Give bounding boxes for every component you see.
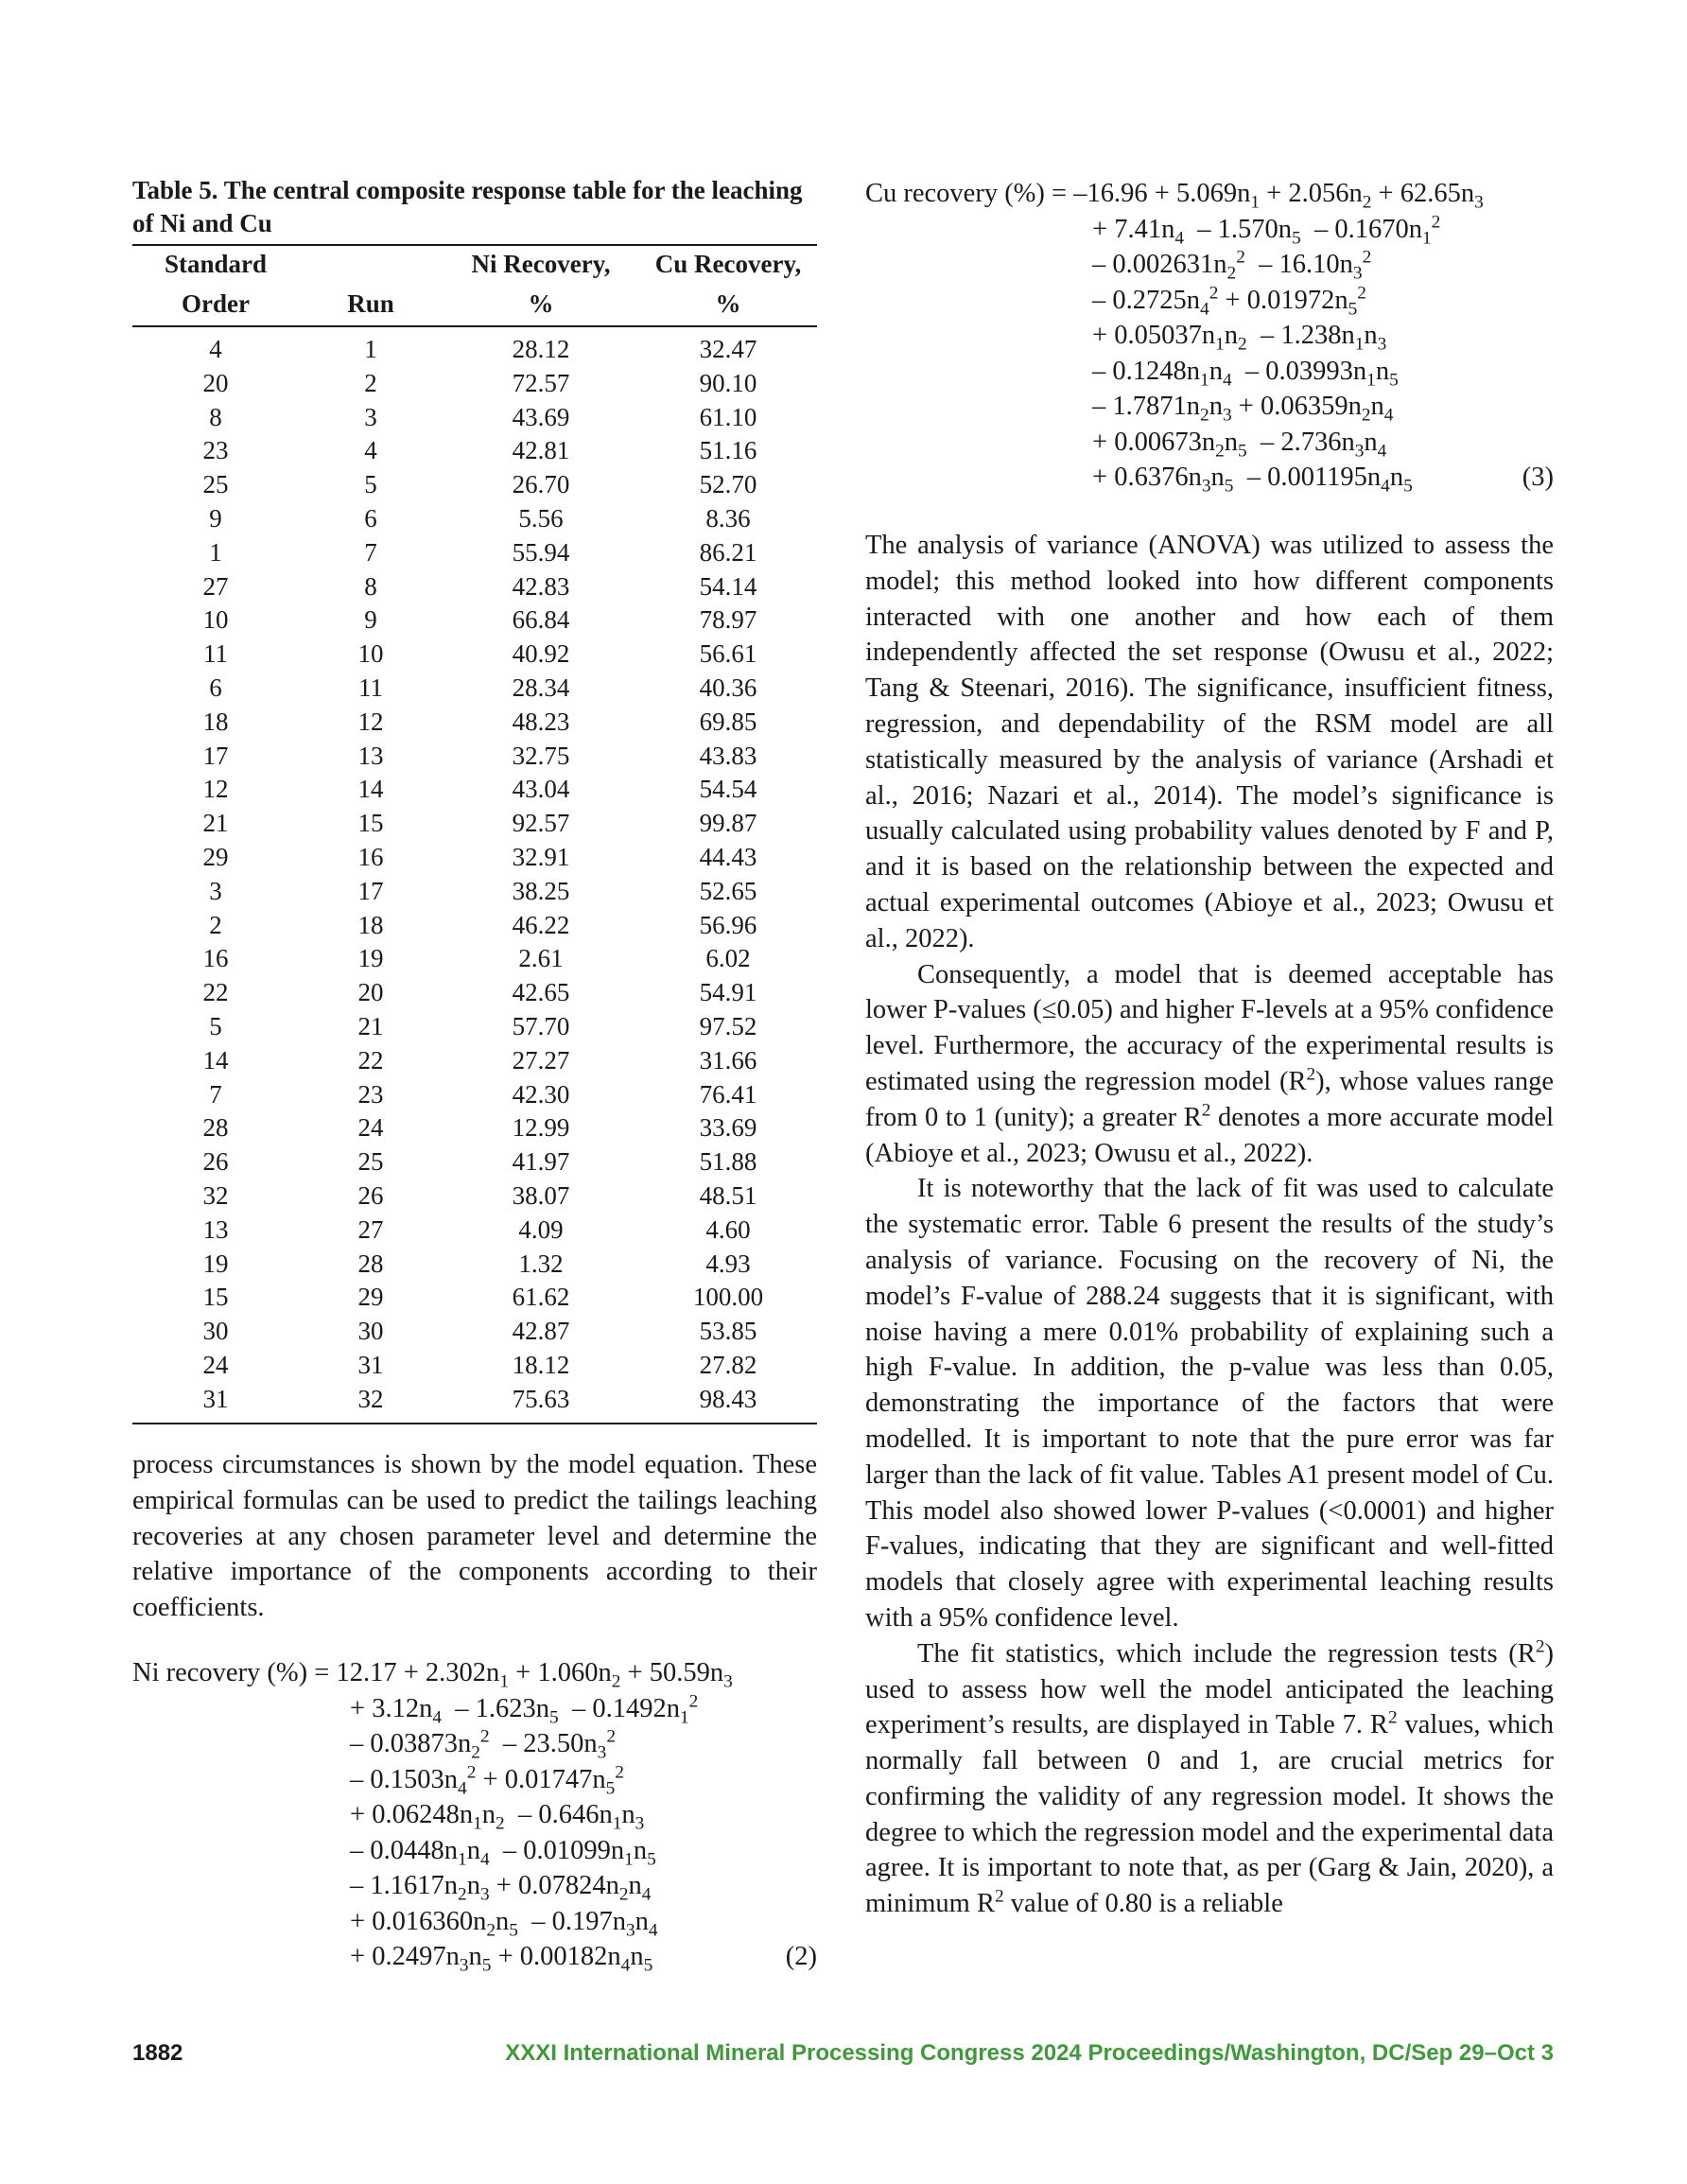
cell-cu-recovery: 78.97 <box>699 605 757 635</box>
cell-ni-recovery: 42.30 <box>512 1079 570 1109</box>
cell-ni-recovery: 66.84 <box>512 605 570 635</box>
cell-standard-order: 13 <box>202 1214 229 1244</box>
cell-standard-order: 28 <box>202 1113 229 1143</box>
cell-standard-order: 14 <box>202 1045 229 1075</box>
cell-cu-recovery: 52.70 <box>699 470 757 499</box>
cell-standard-order: 27 <box>202 571 229 601</box>
cell-run: 16 <box>357 842 384 871</box>
equation-line: + $0.6376n_3n_5 - 0.001195n_4n_5$ (3) <box>865 460 1554 496</box>
table-row <box>132 976 817 1010</box>
table-row <box>132 1281 817 1315</box>
cell-ni-recovery: 75.63 <box>443 1383 639 1424</box>
cell-run: 10 <box>357 639 384 669</box>
equation-line: Cu recovery (%) = $-16.96 + 5.069n_1 + 2.056n_2 + 62.65n_3$ <box>865 179 1484 213</box>
table-row <box>132 1145 817 1179</box>
cell-cu-recovery: 98.43 <box>639 1383 817 1424</box>
cell-ni-recovery: 72.57 <box>512 368 570 397</box>
cell-run: 22 <box>357 1045 384 1075</box>
equation-line: + $7.41n_4 - 1.570n_5 - 0.1670n_1^2$ <box>1092 212 1441 249</box>
cell-standard-order: 8 <box>209 402 222 431</box>
cell-standard-order: 17 <box>202 741 229 770</box>
cell-run: 11 <box>358 673 383 702</box>
cell-ni-recovery: 43.69 <box>512 402 570 431</box>
body-paragraph: It is noteworthy that the lack of fit was used to calculate the systematic error. Table 6 present the results of the study’s analysis of variance. Focusing on the recovery of Ni, the model’s F-value of 288.24 suggests that it is significant, with noise having a mere 0.01% probability of explaining such a high F-value. In addition, the p-value was less than 0.05, demonstrating the importance of the factors that were modelled. It is important to note that the pure error was far larger than the lack of fit value. Tables A1 present model of Cu. This model also showed lower P-values (<0.0001) and higher F-values, indicating that they are significant and well-fitted models that closely agree with experimental leaching results with a 95% confidence level. <box>865 1174 1554 1633</box>
cell-cu-recovery: 100.00 <box>692 1283 764 1312</box>
cell-ni-recovery: 28.12 <box>512 335 570 363</box>
cell-run: 24 <box>357 1113 384 1143</box>
cell-cu-recovery: 76.41 <box>699 1079 757 1109</box>
cell-standard-order: 16 <box>202 944 229 973</box>
table-row <box>132 570 817 604</box>
cell-ni-recovery: 43.04 <box>512 775 570 804</box>
table-row <box>132 638 817 672</box>
equation-label: Cu recovery (%) = <box>865 179 1074 208</box>
cell-standard-order: 26 <box>202 1147 229 1177</box>
body-paragraph: The analysis of variance (ANOVA) was utilized to assess the model; this method looked into how different components interacted with one another and how each of them independently affected the set response (Owusu et al., 2022; Tang & Steenari, 2016). The significance, insufficient fitness, regression, and dependability of the RSM model are all statistically measured by the analysis of variance (Arshadi et al., 2016; Nazari et al., 2014). The model’s significance is usually calculated using probability values denoted by F and P, and it is based on the relationship between the expected and actual experimental outcomes (Abioye et al., 2023; Owusu et al., 2022). <box>865 531 1554 953</box>
cell-run: 4 <box>364 436 377 465</box>
body-paragraph: The fit statistics, which include the regression tests $(R^2)$ used to assess how well the model anticipated the leaching experiment’s results, are displayed in Table 7. $R^2$ values, which normally fall between 0 and 1, are crucial metrics for confirming the validity of any regression model. It shows the degree to which the regression model and the experimental data agree. It is important to note that, as per (Garg & Jain, 2020), a minimum $R^2$ value of 0.80 is a reliable <box>865 1636 1554 1919</box>
cell-cu-recovery: 56.96 <box>699 910 757 939</box>
footer-running-title: XXXI International Mineral Processing Congress 2024 Proceedings/Washington, DC/Sep 29–Oct 3 <box>505 2040 1554 2066</box>
cell-ni-recovery: 32.75 <box>512 741 570 770</box>
cell-standard-order: 22 <box>202 978 229 1007</box>
cell-run: 29 <box>357 1283 384 1312</box>
cell-cu-recovery: 86.21 <box>699 537 757 567</box>
equation-line: – $0.03873n_2^2 - 23.50n_3^2$ <box>350 1726 616 1763</box>
table-row <box>132 1349 817 1383</box>
cell-cu-recovery: 8.36 <box>705 503 751 533</box>
header-standard: Standard <box>132 245 299 286</box>
cell-run: 7 <box>364 537 377 567</box>
table-row <box>132 773 817 807</box>
cell-standard-order: 20 <box>202 368 229 397</box>
cell-run: 9 <box>364 605 377 635</box>
cell-run: 6 <box>364 503 377 533</box>
cell-ni-recovery: 40.92 <box>512 639 570 669</box>
cell-run: 8 <box>364 571 377 601</box>
page-number: 1882 <box>132 2040 183 2066</box>
cell-ni-recovery: 5.56 <box>518 503 564 533</box>
cell-run: 25 <box>357 1147 384 1177</box>
table-row <box>132 875 817 909</box>
cell-cu-recovery: 61.10 <box>699 402 757 431</box>
table-body <box>132 326 817 1424</box>
table-row <box>132 367 817 401</box>
table-row <box>132 1044 817 1078</box>
cell-standard-order: 23 <box>202 436 229 465</box>
table-row <box>132 1179 817 1214</box>
equation-number: (3) <box>1522 463 1554 492</box>
cell-cu-recovery: 54.14 <box>699 571 757 601</box>
table-row <box>132 1214 817 1248</box>
equation-line: – $0.1503n_4^2 + 0.01747n_5^2$ <box>350 1762 624 1799</box>
cell-run: 30 <box>357 1317 384 1346</box>
table-row <box>132 740 817 774</box>
cell-cu-recovery: 53.85 <box>699 1317 757 1346</box>
table-row <box>132 603 817 638</box>
cell-run: 21 <box>357 1011 384 1040</box>
equation-line: – $1.1617n_2n_3 + 0.07824n_2n_4$ <box>350 1871 652 1905</box>
cell-ni-recovery: 26.70 <box>512 470 570 499</box>
cell-cu-recovery: 48.51 <box>699 1180 757 1210</box>
header-run: Run <box>299 286 443 326</box>
cell-ni-recovery: 41.97 <box>512 1147 570 1177</box>
cell-standard-order: 7 <box>209 1079 222 1109</box>
cell-cu-recovery: 32.47 <box>699 335 757 363</box>
cell-run: 18 <box>357 910 384 939</box>
equation-line: – $0.1248n_1n_4 - 0.03993n_1n_5$ <box>1092 356 1399 391</box>
equation-line: – $0.2725n_4^2 + 0.01972n_5^2$ <box>1092 283 1366 320</box>
cell-cu-recovery: 51.16 <box>699 436 757 465</box>
table-row <box>132 401 817 435</box>
cell-standard-order: 15 <box>202 1283 229 1312</box>
cell-standard-order: 2 <box>209 910 222 939</box>
table-row <box>132 942 817 976</box>
cell-run: 19 <box>357 944 384 973</box>
header-cu-unit: % <box>639 286 817 326</box>
cell-cu-recovery: 54.54 <box>699 775 757 804</box>
cell-run: 1 <box>364 335 377 363</box>
equation-number: (2) <box>785 1942 817 1971</box>
cell-ni-recovery: 42.83 <box>512 571 570 601</box>
cell-ni-recovery: 32.91 <box>512 842 570 871</box>
cell-cu-recovery: 97.52 <box>699 1011 757 1040</box>
cell-standard-order: 25 <box>202 470 229 499</box>
cell-run: 27 <box>357 1214 384 1244</box>
cell-cu-recovery: 31.66 <box>699 1045 757 1075</box>
cell-ni-recovery: 28.34 <box>512 673 570 702</box>
cell-cu-recovery: 99.87 <box>699 809 757 838</box>
right-column-text <box>865 528 1554 1922</box>
cell-ni-recovery: 38.07 <box>512 1180 570 1210</box>
cell-ni-recovery: 38.25 <box>512 876 570 905</box>
table-row <box>132 841 817 875</box>
cell-cu-recovery: 40.36 <box>699 673 757 702</box>
equation-line: + $3.12n_4 - 1.623n_5 - 0.1492n_1^2$ <box>350 1691 699 1728</box>
cell-standard-order: 21 <box>202 809 229 838</box>
cell-cu-recovery: 27.82 <box>699 1350 757 1379</box>
cell-run: 23 <box>357 1079 384 1109</box>
cell-ni-recovery: 57.70 <box>512 1011 570 1040</box>
cell-standard-order: 10 <box>202 605 229 635</box>
equation-line: Ni recovery (%) = $12.17 + 2.302n_1 + 1.060n_2 + 50.59n_3$ <box>132 1658 733 1692</box>
table-row <box>132 468 817 502</box>
equation-ni-recovery <box>132 1655 817 1975</box>
cell-run: 13 <box>357 741 384 770</box>
cell-ni-recovery: 4.09 <box>518 1214 564 1244</box>
table-row <box>132 326 817 367</box>
cell-standard-order: 24 <box>202 1350 229 1379</box>
cell-standard-order: 6 <box>209 673 222 702</box>
cell-run: 32 <box>299 1383 443 1424</box>
cell-standard-order: 31 <box>132 1383 299 1424</box>
cell-run: 28 <box>357 1249 384 1278</box>
equation-label: Ni recovery (%) = <box>132 1658 337 1687</box>
cell-standard-order: 30 <box>202 1317 229 1346</box>
cell-run: 17 <box>357 876 384 905</box>
table-row <box>132 706 817 740</box>
cell-cu-recovery: 51.88 <box>699 1147 757 1177</box>
table-header-row <box>132 245 817 286</box>
cell-ni-recovery: 92.57 <box>512 809 570 838</box>
cell-ni-recovery: 42.65 <box>512 978 570 1007</box>
cell-cu-recovery: 4.60 <box>705 1214 751 1244</box>
cell-run: 12 <box>357 707 384 736</box>
table-row <box>132 434 817 468</box>
equation-line: + $0.05037n_1n_2 - 1.238n_1n_3$ <box>1092 321 1387 355</box>
header-cu: Cu Recovery, <box>639 245 817 286</box>
left-paragraph: process circumstances is shown by the model equation. These empirical formulas can be used to predict the tailings leaching recoveries at any chosen parameter level and determine the relative importance of the components according to their coefficients. <box>132 1450 817 1623</box>
table-row <box>132 1248 817 1282</box>
cell-standard-order: 32 <box>202 1180 229 1210</box>
cell-standard-order: 18 <box>202 707 229 736</box>
equation-line: – $0.002631n_2^2 - 16.10n_3^2$ <box>1092 247 1372 284</box>
cell-cu-recovery: 43.83 <box>699 741 757 770</box>
cell-run: 20 <box>357 978 384 1007</box>
table-row <box>132 909 817 943</box>
equation-line: – $1.7871n_2n_3 + 0.06359n_2n_4$ <box>1092 392 1394 426</box>
table-row <box>132 536 817 570</box>
cell-standard-order: 9 <box>209 503 222 533</box>
body-paragraph: Consequently, a model that is deemed acceptable has lower P-values (≤0.05) and higher F-levels at a 95% confidence level. Furthermore, the accuracy of the experimental results is estimated using the regression model $(R^2)$, whose values range from 0 to 1 (unity); a greater $R^2$ denotes a more accurate model (Abioye et al., 2023; Owusu et al., 2022). <box>865 959 1554 1168</box>
cell-cu-recovery: 90.10 <box>699 368 757 397</box>
cell-run: 15 <box>357 809 384 838</box>
table-row <box>132 1111 817 1145</box>
table-row <box>132 672 817 706</box>
cell-ni-recovery: 2.61 <box>518 944 564 973</box>
cell-cu-recovery: 4.93 <box>705 1249 751 1278</box>
header-order: Order <box>132 286 299 326</box>
table-row <box>132 1315 817 1349</box>
cell-ni-recovery: 42.87 <box>512 1317 570 1346</box>
cell-cu-recovery: 44.43 <box>699 842 757 871</box>
cell-standard-order: 12 <box>202 775 229 804</box>
cell-standard-order: 29 <box>202 842 229 871</box>
cell-ni-recovery: 1.32 <box>518 1249 564 1278</box>
equation-line: + $0.016360n_2n_5 - 0.197n_3n_4$ <box>350 1906 658 1941</box>
cell-ni-recovery: 18.12 <box>512 1350 570 1379</box>
table-row <box>132 1078 817 1112</box>
cell-run: 31 <box>357 1350 384 1379</box>
cell-run: 26 <box>357 1180 384 1210</box>
cell-cu-recovery: 33.69 <box>699 1113 757 1143</box>
cell-ni-recovery: 12.99 <box>512 1113 570 1143</box>
table-header-row <box>132 286 817 326</box>
cell-ni-recovery: 46.22 <box>512 910 570 939</box>
cell-cu-recovery: 6.02 <box>705 944 751 973</box>
cell-standard-order: 3 <box>209 876 222 905</box>
equation-line: + $0.00673n_2n_5 - 2.736n_3n_4$ <box>1092 427 1387 462</box>
cell-ni-recovery: 55.94 <box>512 537 570 567</box>
cell-run: 2 <box>364 368 377 397</box>
equation-cu-recovery <box>865 176 1554 496</box>
table-row <box>132 502 817 536</box>
equation-line: + $0.06248n_1n_2 - 0.646n_1n_3$ <box>350 1800 645 1834</box>
table-row <box>132 807 817 841</box>
table-row <box>132 1010 817 1044</box>
cell-cu-recovery: 52.65 <box>699 876 757 905</box>
cell-run: 3 <box>364 402 377 431</box>
cell-standard-order: 19 <box>202 1249 229 1278</box>
table-row <box>132 1383 817 1424</box>
table-caption: Table 5. The central composite response table for the leaching of Ni and Cu <box>132 176 803 237</box>
cell-ni-recovery: 27.27 <box>512 1045 570 1075</box>
header-ni: Ni Recovery, <box>443 245 639 286</box>
cell-run: 14 <box>357 775 384 804</box>
header-run-spacer <box>299 245 443 286</box>
cell-ni-recovery: 61.62 <box>512 1283 570 1312</box>
response-table <box>132 244 817 1424</box>
cell-cu-recovery: 54.91 <box>699 978 757 1007</box>
equation-line: + $0.2497n_3n_5 + 0.00182n_4n_5$ (2) <box>132 1939 817 1975</box>
cell-ni-recovery: 42.81 <box>512 436 570 465</box>
cell-standard-order: 4 <box>209 335 222 363</box>
cell-ni-recovery: 48.23 <box>512 707 570 736</box>
cell-standard-order: 11 <box>203 639 228 669</box>
cell-standard-order: 1 <box>209 537 222 567</box>
equation-line: – $0.0448n_1n_4 - 0.01099n_1n_5$ <box>350 1835 656 1870</box>
cell-cu-recovery: 69.85 <box>699 707 757 736</box>
header-ni-unit: % <box>443 286 639 326</box>
cell-cu-recovery: 56.61 <box>699 639 757 669</box>
cell-run: 5 <box>364 470 377 499</box>
cell-standard-order: 5 <box>209 1011 222 1040</box>
